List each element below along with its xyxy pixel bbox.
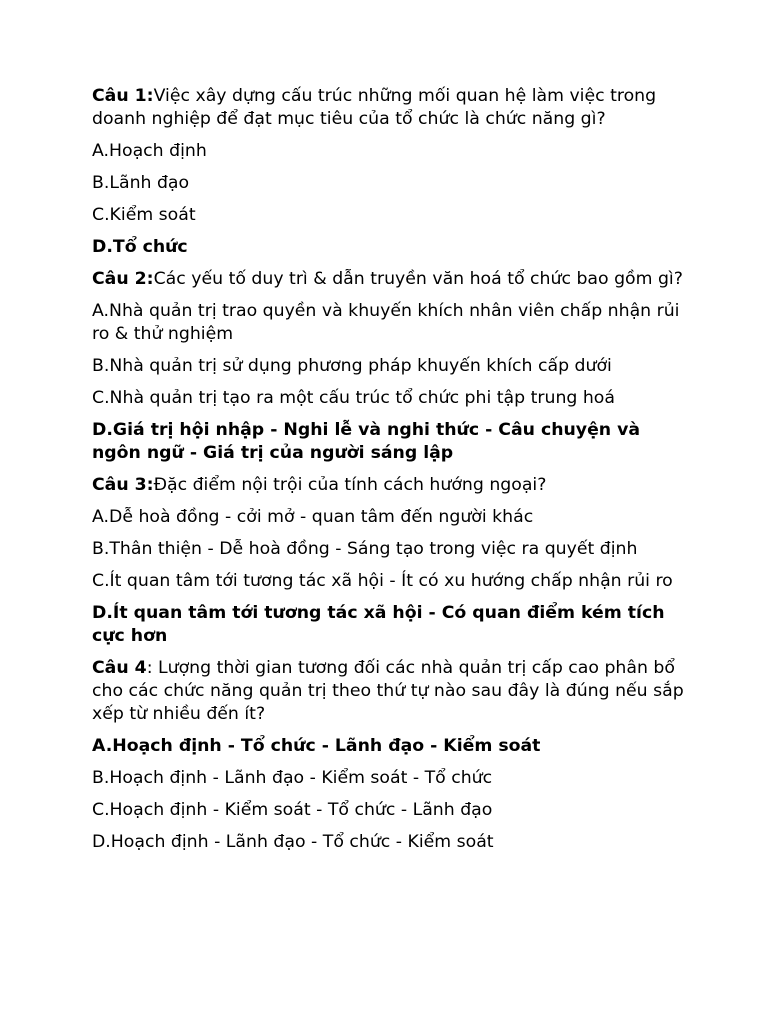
- question-text: Việc xây dựng cấu trúc những mối quan hệ làm việc trong doanh nghiệp để đạt mục tiêu của tổ chức là chức năng gì?: [92, 86, 657, 129]
- option-c: C.Ít quan tâm tới tương tác xã hội - Ít có xu hướng chấp nhận rủi ro: [92, 571, 673, 591]
- document-body: [92, 85, 692, 863]
- question-text: Các yếu tố duy trì & dẫn truyền văn hoá tổ chức bao gồm gì?: [153, 269, 683, 289]
- option-b: B.Nhà quản trị sử dụng phương pháp khuyến khích cấp dưới: [92, 356, 612, 376]
- question-text: Đặc điểm nội trội của tính cách hướng ngoại?: [153, 475, 547, 495]
- question-number: Câu 2:: [92, 269, 154, 289]
- option-b: B.Hoạch định - Lãnh đạo - Kiểm soát - Tổ chức: [92, 768, 493, 788]
- question-4: [92, 657, 692, 726]
- option-d-answer: D.Ít quan tâm tới tương tác xã hội - Có quan điểm kém tích cực hơn: [92, 603, 665, 646]
- option-a: A.Hoạch định: [92, 141, 207, 161]
- option-c: C.Hoạch định - Kiểm soát - Tổ chức - Lãnh đạo: [92, 800, 493, 820]
- question-1: [92, 85, 692, 131]
- question-number: Câu 1:: [92, 86, 154, 106]
- question-text: : Lượng thời gian tương đối các nhà quản trị cấp cao phân bổ cho các chức năng quản trị theo thứ tự nào sau đây là đúng nếu sắp xếp từ nhiều đến ít?: [92, 658, 684, 724]
- option-c: C.Kiểm soát: [92, 205, 196, 225]
- option-b: B.Thân thiện - Dễ hoà đồng - Sáng tạo trong việc ra quyết định: [92, 539, 638, 559]
- question-number: Câu 3:: [92, 475, 154, 495]
- option-c: C.Nhà quản trị tạo ra một cấu trúc tổ chức phi tập trung hoá: [92, 388, 615, 408]
- option-a: A.Dễ hoà đồng - cởi mở - quan tâm đến người khác: [92, 507, 534, 527]
- option-d: D.Hoạch định - Lãnh đạo - Tổ chức - Kiểm soát: [92, 832, 494, 852]
- question-2: [92, 268, 692, 291]
- option-d-answer: D.Tổ chức: [92, 237, 188, 257]
- question-number: Câu 4: [92, 658, 147, 678]
- question-3: [92, 474, 692, 497]
- option-d-answer: D.Giá trị hội nhập - Nghi lễ và nghi thức - Câu chuyện và ngôn ngữ - Giá trị của người sáng lập: [92, 420, 641, 463]
- option-b: B.Lãnh đạo: [92, 173, 190, 193]
- option-a-answer: A.Hoạch định - Tổ chức - Lãnh đạo - Kiểm soát: [92, 736, 541, 756]
- option-a: A.Nhà quản trị trao quyền và khuyến khích nhân viên chấp nhận rủi ro & thử nghiệm: [92, 301, 680, 344]
